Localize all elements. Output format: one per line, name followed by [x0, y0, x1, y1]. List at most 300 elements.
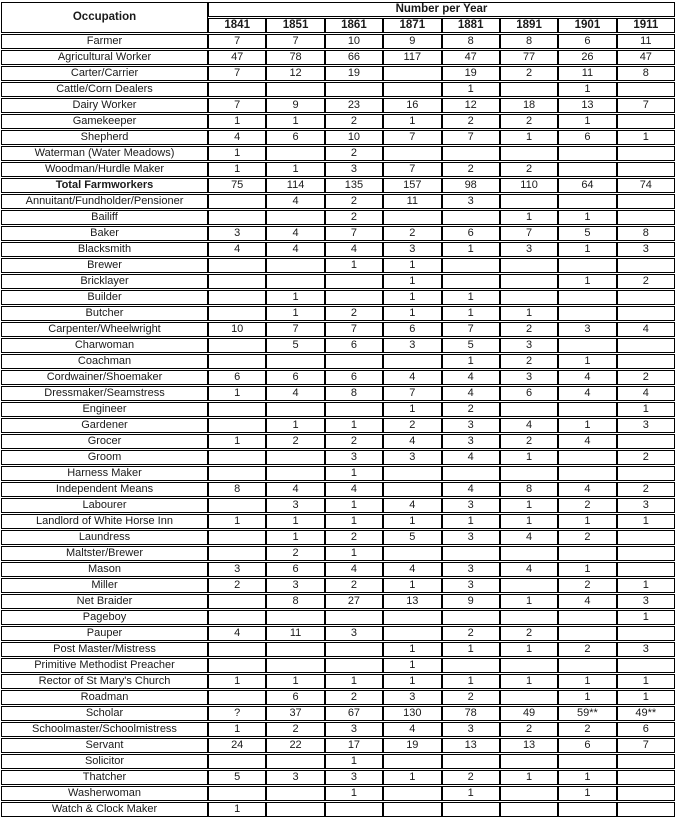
table-row	[1, 50, 675, 65]
value-cell	[383, 610, 441, 625]
value-cell: 1	[558, 274, 616, 289]
value-cell: 74	[617, 178, 675, 193]
table-row	[1, 754, 675, 769]
value-cell	[383, 82, 441, 97]
value-cell	[325, 354, 383, 369]
value-cell: 3	[266, 498, 324, 513]
occupation-cell: Schoolmaster/Schoolmistress	[1, 722, 208, 737]
value-cell: 1	[617, 130, 675, 145]
table-row	[1, 162, 675, 177]
value-cell: 7	[617, 738, 675, 753]
value-cell: 11	[383, 194, 441, 209]
table-row	[1, 386, 675, 401]
occupation-cell: Gamekeeper	[1, 114, 208, 129]
value-cell	[558, 658, 616, 673]
value-cell	[500, 146, 558, 161]
value-cell: 1	[325, 546, 383, 561]
value-cell	[442, 546, 500, 561]
table-row	[1, 514, 675, 529]
value-cell	[500, 610, 558, 625]
value-cell: 1	[266, 114, 324, 129]
value-cell	[325, 658, 383, 673]
value-cell: 135	[325, 178, 383, 193]
value-cell	[558, 450, 616, 465]
value-cell: 7	[266, 34, 324, 49]
occupation-cell: Servant	[1, 738, 208, 753]
value-cell: 4	[208, 242, 266, 257]
table-row	[1, 562, 675, 577]
value-cell: 2	[383, 418, 441, 433]
value-cell: 2	[325, 210, 383, 225]
value-cell: 4	[383, 722, 441, 737]
value-cell: 10	[325, 130, 383, 145]
value-cell: 1	[558, 690, 616, 705]
value-cell	[208, 210, 266, 225]
value-cell: 1	[617, 690, 675, 705]
value-cell: 117	[383, 50, 441, 65]
value-cell	[383, 146, 441, 161]
value-cell	[208, 194, 266, 209]
value-cell	[558, 754, 616, 769]
value-cell	[208, 786, 266, 801]
table-row	[1, 290, 675, 305]
value-cell: 17	[325, 738, 383, 753]
value-cell	[383, 66, 441, 81]
value-cell: 1	[325, 754, 383, 769]
value-cell: 3	[617, 498, 675, 513]
value-cell	[558, 258, 616, 273]
value-cell	[558, 306, 616, 321]
value-cell: 4	[266, 482, 324, 497]
value-cell: 8	[325, 386, 383, 401]
value-cell: 2	[442, 402, 500, 417]
value-cell	[617, 466, 675, 481]
value-cell	[266, 610, 324, 625]
value-cell: 3	[500, 242, 558, 257]
table-row	[1, 322, 675, 337]
occupation-cell: Cordwainer/Shoemaker	[1, 370, 208, 385]
value-cell: 1	[383, 114, 441, 129]
value-cell	[208, 658, 266, 673]
occupation-cell: Labourer	[1, 498, 208, 513]
value-cell	[500, 290, 558, 305]
value-cell: 78	[266, 50, 324, 65]
occupation-cell: Independent Means	[1, 482, 208, 497]
occupation-cell: Dairy Worker	[1, 98, 208, 113]
value-cell	[208, 450, 266, 465]
value-cell	[617, 82, 675, 97]
value-cell: 1	[208, 114, 266, 129]
value-cell	[383, 754, 441, 769]
value-cell	[500, 402, 558, 417]
occupation-cell: Grocer	[1, 434, 208, 449]
value-cell: 2	[500, 162, 558, 177]
occupation-cell: Cattle/Corn Dealers	[1, 82, 208, 97]
value-cell	[558, 466, 616, 481]
value-cell: 4	[208, 130, 266, 145]
value-cell	[500, 754, 558, 769]
value-cell	[325, 610, 383, 625]
occupation-cell: Brewer	[1, 258, 208, 273]
value-cell: 49**	[617, 706, 675, 721]
group-header-row	[1, 2, 675, 17]
value-cell: 1	[442, 306, 500, 321]
value-cell: 1	[558, 514, 616, 529]
table-row	[1, 482, 675, 497]
value-cell: 6	[617, 722, 675, 737]
value-cell	[266, 82, 324, 97]
value-cell: 8	[208, 482, 266, 497]
value-cell: 3	[325, 770, 383, 785]
value-cell: 7	[208, 66, 266, 81]
value-cell: 3	[383, 338, 441, 353]
value-cell	[266, 274, 324, 289]
value-cell: 1	[383, 514, 441, 529]
value-cell: 4	[442, 370, 500, 385]
value-cell	[383, 482, 441, 497]
value-cell: 16	[383, 98, 441, 113]
table-row	[1, 594, 675, 609]
value-cell: 1	[325, 418, 383, 433]
value-cell: 1	[325, 498, 383, 513]
table-row	[1, 82, 675, 97]
value-cell: 4	[383, 562, 441, 577]
value-cell: 6	[266, 690, 324, 705]
occupation-cell: Bricklayer	[1, 274, 208, 289]
value-cell: 1	[208, 802, 266, 817]
value-cell	[617, 802, 675, 817]
table-row	[1, 306, 675, 321]
value-cell: 3	[383, 450, 441, 465]
table-row	[1, 626, 675, 641]
value-cell: 3	[383, 690, 441, 705]
value-cell: 1	[383, 658, 441, 673]
value-cell: 4	[558, 386, 616, 401]
value-cell: 2	[617, 370, 675, 385]
value-cell: 8	[617, 226, 675, 241]
value-cell: 4	[442, 450, 500, 465]
table-row	[1, 738, 675, 753]
value-cell	[617, 754, 675, 769]
value-cell	[266, 402, 324, 417]
value-cell	[617, 306, 675, 321]
value-cell	[558, 610, 616, 625]
table-row	[1, 706, 675, 721]
value-cell	[617, 770, 675, 785]
occupation-cell: Landlord of White Horse Inn	[1, 514, 208, 529]
value-cell: 6	[266, 562, 324, 577]
value-cell: 4	[266, 226, 324, 241]
value-cell: 11	[558, 66, 616, 81]
value-cell: 3	[500, 338, 558, 353]
value-cell: 1	[266, 514, 324, 529]
table-row	[1, 546, 675, 561]
occupation-cell: Maltster/Brewer	[1, 546, 208, 561]
value-cell	[208, 642, 266, 657]
value-cell: 13	[558, 98, 616, 113]
value-cell	[617, 146, 675, 161]
value-cell: 23	[325, 98, 383, 113]
value-cell: 1	[325, 786, 383, 801]
occupation-cell: Farmer	[1, 34, 208, 49]
value-cell: 59**	[558, 706, 616, 721]
value-cell: 4	[383, 370, 441, 385]
value-cell: 2	[383, 226, 441, 241]
value-cell: 1	[442, 82, 500, 97]
value-cell	[383, 466, 441, 481]
value-cell: 1	[383, 402, 441, 417]
value-cell	[442, 754, 500, 769]
value-cell	[208, 82, 266, 97]
occupation-cell: Miller	[1, 578, 208, 593]
value-cell: 4	[500, 530, 558, 545]
value-cell: 1	[208, 514, 266, 529]
value-cell: 3	[617, 418, 675, 433]
value-cell: 9	[442, 594, 500, 609]
value-cell: 47	[208, 50, 266, 65]
table-row	[1, 658, 675, 673]
occupation-cell: Agricultural Worker	[1, 50, 208, 65]
value-cell: 7	[383, 386, 441, 401]
value-cell: 7	[442, 322, 500, 337]
value-cell: 1	[500, 210, 558, 225]
value-cell	[617, 786, 675, 801]
value-cell: 1	[617, 674, 675, 689]
value-cell: 1	[558, 770, 616, 785]
value-cell: 49	[500, 706, 558, 721]
value-cell	[617, 162, 675, 177]
value-cell: 3	[325, 626, 383, 641]
value-cell: 19	[325, 66, 383, 81]
occupation-cell: Bailiff	[1, 210, 208, 225]
value-cell: 27	[325, 594, 383, 609]
value-cell: 3	[617, 642, 675, 657]
value-cell: 1	[500, 674, 558, 689]
value-cell: 2	[558, 722, 616, 737]
value-cell	[442, 658, 500, 673]
value-cell: 130	[383, 706, 441, 721]
value-cell: 2	[266, 722, 324, 737]
table-row	[1, 642, 675, 657]
value-cell: 11	[617, 34, 675, 49]
value-cell: 4	[266, 386, 324, 401]
value-cell: 4	[617, 386, 675, 401]
occupation-cell: Scholar	[1, 706, 208, 721]
table-row	[1, 242, 675, 257]
value-cell: 1	[383, 306, 441, 321]
occupation-cell: Butcher	[1, 306, 208, 321]
value-cell: 4	[266, 194, 324, 209]
table-row	[1, 434, 675, 449]
value-cell: 47	[617, 50, 675, 65]
value-cell	[617, 434, 675, 449]
table-row	[1, 226, 675, 241]
value-cell: 1	[383, 674, 441, 689]
value-cell: 1	[500, 498, 558, 513]
occupation-cell: Rector of St Mary's Church	[1, 674, 208, 689]
value-cell: 8	[442, 34, 500, 49]
value-cell: 4	[558, 594, 616, 609]
value-cell: 7	[325, 226, 383, 241]
value-cell	[208, 258, 266, 273]
value-cell	[208, 530, 266, 545]
value-cell: 3	[442, 418, 500, 433]
value-cell	[617, 354, 675, 369]
value-cell: 2	[558, 498, 616, 513]
value-cell: 2	[325, 194, 383, 209]
occupation-cell: Mason	[1, 562, 208, 577]
value-cell: 1	[383, 642, 441, 657]
value-cell	[266, 786, 324, 801]
value-cell: 3	[442, 194, 500, 209]
year-header: 1911	[617, 18, 675, 33]
value-cell	[558, 402, 616, 417]
value-cell: 7	[617, 98, 675, 113]
value-cell: 3	[383, 242, 441, 257]
value-cell: 2	[442, 162, 500, 177]
value-cell	[617, 338, 675, 353]
value-cell: 1	[558, 114, 616, 129]
value-cell	[208, 466, 266, 481]
value-cell: 4	[325, 242, 383, 257]
value-cell: 3	[442, 722, 500, 737]
value-cell: 2	[266, 546, 324, 561]
occupation-cell: Coachman	[1, 354, 208, 369]
value-cell	[500, 546, 558, 561]
value-cell: 2	[558, 530, 616, 545]
value-cell: 3	[617, 242, 675, 257]
value-cell: 4	[325, 562, 383, 577]
value-cell: 5	[442, 338, 500, 353]
value-cell	[442, 610, 500, 625]
value-cell: 3	[442, 498, 500, 513]
value-cell: 2	[617, 274, 675, 289]
value-cell: 2	[325, 690, 383, 705]
value-cell	[325, 802, 383, 817]
occupation-column-header: Occupation	[1, 2, 208, 33]
value-cell: 3	[208, 226, 266, 241]
value-cell: 1	[500, 594, 558, 609]
value-cell: 1	[208, 146, 266, 161]
year-header: 1851	[266, 18, 324, 33]
value-cell: 5	[208, 770, 266, 785]
value-cell	[266, 754, 324, 769]
value-cell: 2	[442, 770, 500, 785]
number-per-year-header: Number per Year	[208, 2, 675, 17]
value-cell	[383, 626, 441, 641]
value-cell	[266, 658, 324, 673]
table-row	[1, 210, 675, 225]
value-cell: 4	[442, 482, 500, 497]
value-cell	[383, 802, 441, 817]
occupation-cell: Engineer	[1, 402, 208, 417]
value-cell: 1	[558, 210, 616, 225]
value-cell: 2	[266, 434, 324, 449]
value-cell: 26	[558, 50, 616, 65]
value-cell: 4	[617, 322, 675, 337]
value-cell: 6	[208, 370, 266, 385]
value-cell	[325, 402, 383, 417]
occupation-cell: Pauper	[1, 626, 208, 641]
value-cell: 1	[500, 450, 558, 465]
table-row	[1, 98, 675, 113]
value-cell	[325, 642, 383, 657]
value-cell	[442, 146, 500, 161]
value-cell: 1	[442, 290, 500, 305]
value-cell	[208, 338, 266, 353]
value-cell	[383, 354, 441, 369]
value-cell: 9	[383, 34, 441, 49]
value-cell: 3	[325, 162, 383, 177]
value-cell: 1	[617, 514, 675, 529]
value-cell	[383, 786, 441, 801]
value-cell: 8	[500, 34, 558, 49]
value-cell: 157	[383, 178, 441, 193]
value-cell: 66	[325, 50, 383, 65]
value-cell: 2	[442, 626, 500, 641]
value-cell: 4	[442, 386, 500, 401]
table-row	[1, 802, 675, 817]
year-header: 1861	[325, 18, 383, 33]
table-row	[1, 178, 675, 193]
table-row	[1, 402, 675, 417]
value-cell: 110	[500, 178, 558, 193]
value-cell: 9	[266, 98, 324, 113]
occupation-cell: Post Master/Mistress	[1, 642, 208, 657]
value-cell: 1	[266, 306, 324, 321]
value-cell: 1	[558, 82, 616, 97]
table-row	[1, 338, 675, 353]
occupation-cell: Washerwoman	[1, 786, 208, 801]
value-cell: 1	[383, 770, 441, 785]
value-cell: 1	[500, 130, 558, 145]
value-cell: 8	[500, 482, 558, 497]
value-cell	[500, 578, 558, 593]
occupation-cell: Carpenter/Wheelwright	[1, 322, 208, 337]
value-cell: 7	[383, 130, 441, 145]
table-row	[1, 274, 675, 289]
table-row	[1, 130, 675, 145]
value-cell: 1	[266, 290, 324, 305]
value-cell: 2	[558, 578, 616, 593]
value-cell	[208, 274, 266, 289]
value-cell: 3	[558, 322, 616, 337]
value-cell: 2	[325, 434, 383, 449]
value-cell	[266, 642, 324, 657]
value-cell	[558, 290, 616, 305]
value-cell	[558, 162, 616, 177]
value-cell: 4	[325, 482, 383, 497]
value-cell: 1	[266, 162, 324, 177]
value-cell: 7	[383, 162, 441, 177]
value-cell: 3	[617, 594, 675, 609]
value-cell	[558, 626, 616, 641]
table-row	[1, 786, 675, 801]
value-cell: 3	[442, 578, 500, 593]
table-row	[1, 258, 675, 273]
value-cell	[500, 466, 558, 481]
value-cell: 4	[383, 498, 441, 513]
value-cell: 2	[500, 114, 558, 129]
value-cell: 6	[383, 322, 441, 337]
occupation-cell: Carter/Carrier	[1, 66, 208, 81]
value-cell: 1	[383, 258, 441, 273]
value-cell: 1	[266, 418, 324, 433]
value-cell: 1	[325, 258, 383, 273]
value-cell: 2	[500, 322, 558, 337]
value-cell: 6	[325, 370, 383, 385]
value-cell	[208, 402, 266, 417]
